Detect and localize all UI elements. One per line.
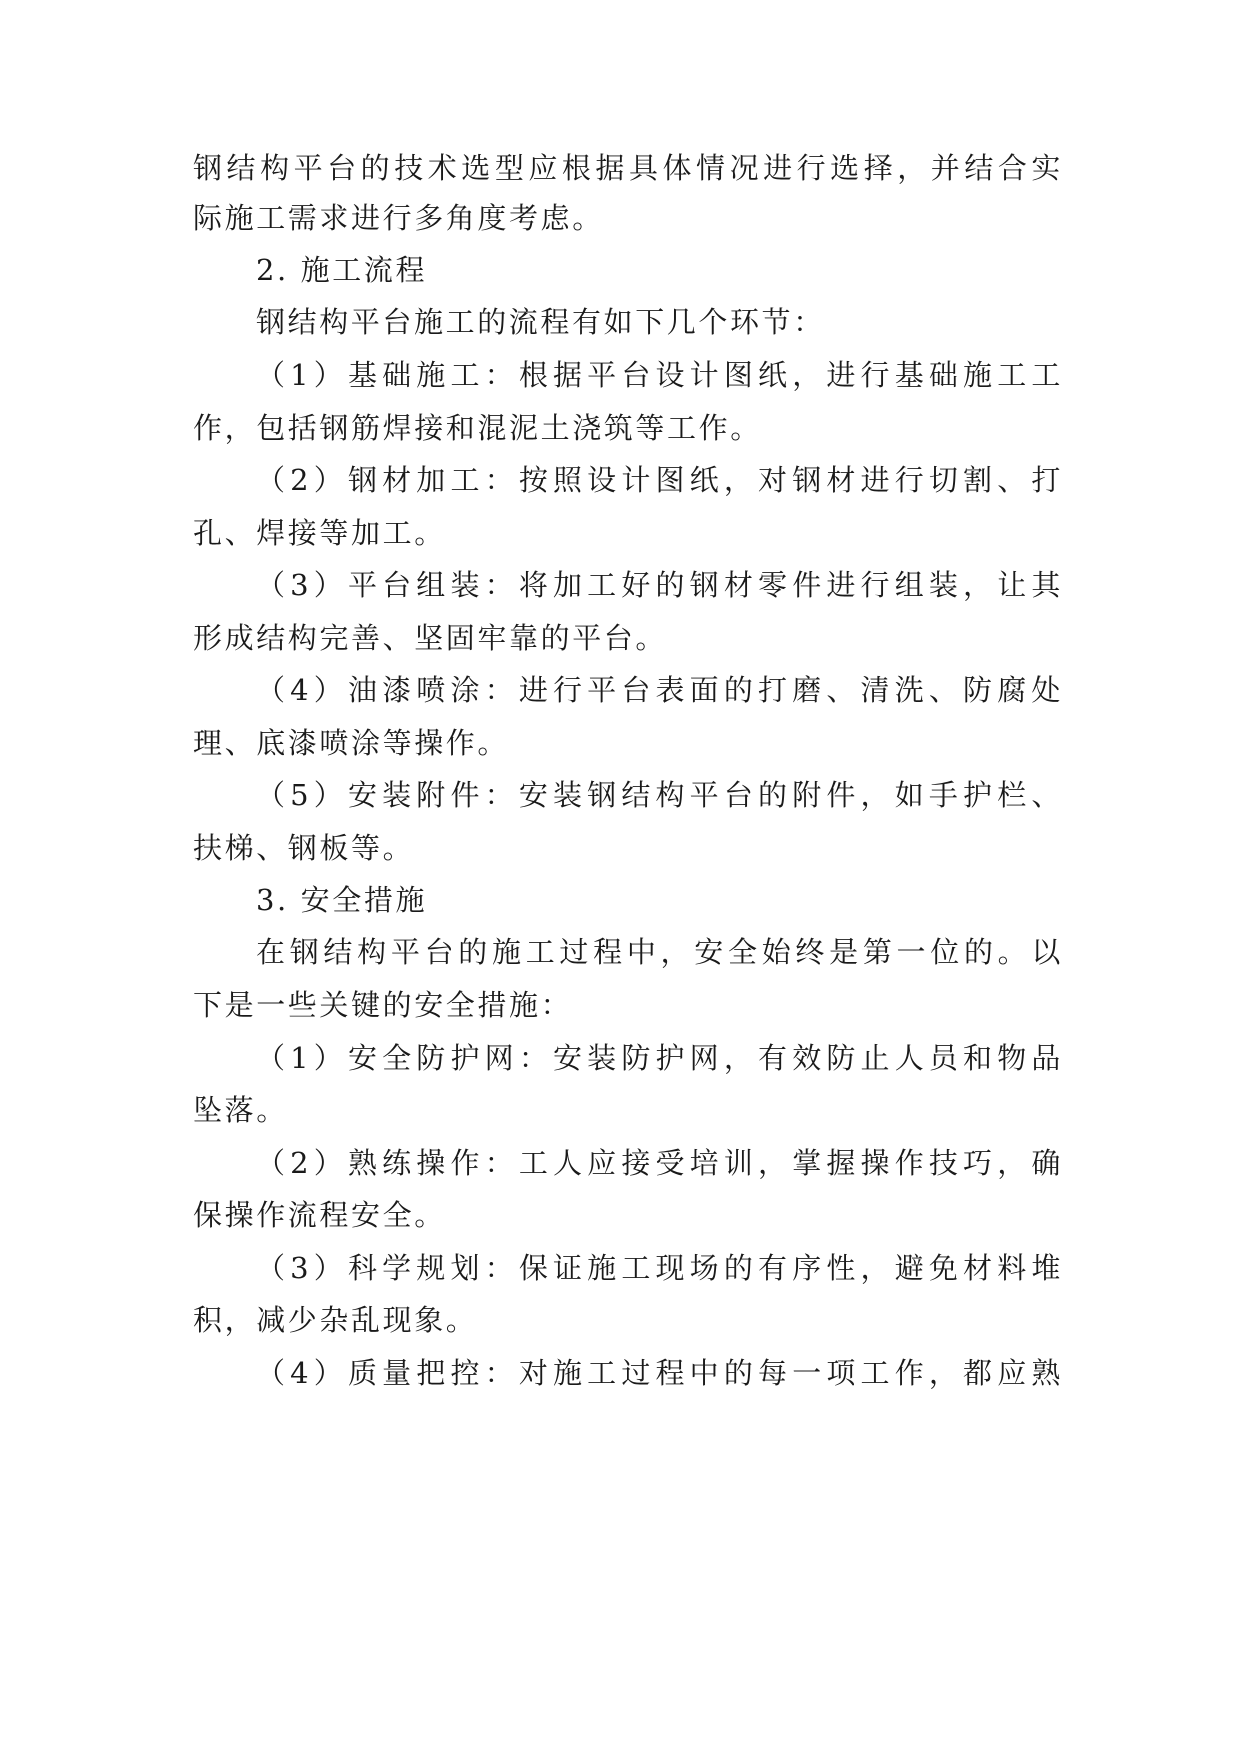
list-item-line: 保操作流程安全。 [193, 1198, 446, 1232]
list-item-line: （3）平台组装：将加工好的钢材零件进行组装，让其 [256, 568, 1063, 602]
list-item-line: 孔、焊接等加工。 [193, 516, 446, 550]
list-item-line: 积，减少杂乱现象。 [193, 1303, 478, 1337]
section-heading: 2. 施工流程 [256, 253, 428, 287]
body-text-line: 际施工需求进行多角度考虑。 [193, 201, 604, 235]
list-item-line: （1）基础施工：根据平台设计图纸，进行基础施工工 [256, 358, 1063, 392]
list-item-line: （5）安装附件：安装钢结构平台的附件，如手护栏、 [256, 778, 1063, 812]
list-item-line: （2）钢材加工：按照设计图纸，对钢材进行切割、打 [256, 463, 1063, 497]
body-text-line: 钢结构平台的技术选型应根据具体情况进行选择，并结合实 [193, 151, 1063, 185]
list-item-line: 理、底漆喷涂等操作。 [193, 726, 510, 760]
list-item-line: （4）油漆喷涂：进行平台表面的打磨、清洗、防腐处 [256, 673, 1063, 707]
list-item-line: 作，包括钢筋焊接和混泥土浇筑等工作。 [193, 411, 762, 445]
section-heading: 3. 安全措施 [256, 883, 428, 917]
list-item-line: （1）安全防护网：安装防护网，有效防止人员和物品 [256, 1041, 1063, 1075]
list-item-line: （3）科学规划：保证施工现场的有序性，避免材料堆 [256, 1251, 1063, 1285]
body-text-line: 在钢结构平台的施工过程中，安全始终是第一位的。以 [256, 935, 1063, 969]
list-item-line: 坠落。 [193, 1093, 288, 1127]
list-item-line: （2）熟练操作：工人应接受培训，掌握操作技巧，确 [256, 1146, 1063, 1180]
list-item-line: 扶梯、钢板等。 [193, 831, 415, 865]
list-item-line: 形成结构完善、坚固牢靠的平台。 [193, 621, 668, 655]
body-text-line: 钢结构平台施工的流程有如下几个环节： [256, 305, 825, 339]
list-item-line: （4）质量把控：对施工过程中的每一项工作，都应熟 [256, 1356, 1063, 1390]
body-text-line: 下是一些关键的安全措施： [193, 988, 573, 1022]
